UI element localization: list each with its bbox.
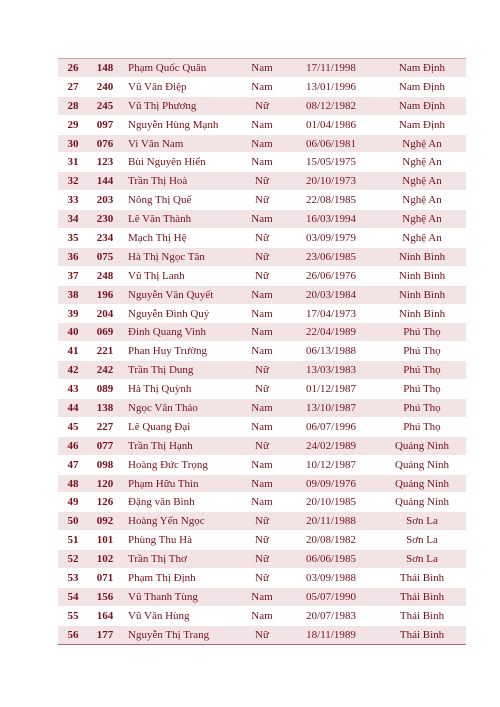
cell-code: 097 xyxy=(96,118,114,131)
cell-gender: Nữ xyxy=(255,515,269,528)
cell-code: 227 xyxy=(96,420,114,433)
cell-full-name: Ngọc Văn Thảo xyxy=(128,401,198,414)
cell-birth-date: 22/08/1985 xyxy=(305,194,357,207)
cell-index: 50 xyxy=(67,515,79,528)
cell-gender: Nữ xyxy=(255,439,269,452)
cell-code: 230 xyxy=(96,213,114,226)
cell-province: Quảng Ninh xyxy=(394,496,450,509)
cell-full-name: Phan Huy Trường xyxy=(128,345,208,358)
cell-birth-date: 26/06/1976 xyxy=(305,269,357,282)
cell-province: Thái Bình xyxy=(399,590,445,603)
cell-gender: Nam xyxy=(251,420,273,433)
table-row xyxy=(58,78,466,97)
cell-index: 46 xyxy=(67,439,79,452)
cell-code: 138 xyxy=(96,401,114,414)
cell-gender: Nữ xyxy=(255,553,269,566)
cell-code: 123 xyxy=(96,156,114,169)
table-row xyxy=(58,286,466,305)
cell-province: Sơn La xyxy=(406,553,438,566)
cell-index: 35 xyxy=(67,231,79,244)
cell-gender: Nam xyxy=(251,288,273,301)
cell-province: Thái Bình xyxy=(399,609,445,622)
cell-birth-date: 06/06/1985 xyxy=(305,553,357,566)
cell-gender: Nam xyxy=(251,496,273,509)
cell-code: 203 xyxy=(96,194,114,207)
table-row xyxy=(58,550,466,569)
table-row xyxy=(58,475,466,494)
table-row xyxy=(58,569,466,588)
cell-full-name: Phạm Hữu Thìn xyxy=(128,477,199,490)
cell-code: 144 xyxy=(96,175,114,188)
cell-full-name: Nguyễn Thị Trang xyxy=(128,628,210,641)
cell-code: 075 xyxy=(96,250,114,263)
cell-province: Quảng Ninh xyxy=(394,477,450,490)
cell-code: 069 xyxy=(96,326,114,339)
cell-full-name: Phạm Quốc Quân xyxy=(128,61,207,74)
cell-code: 221 xyxy=(96,345,114,358)
cell-code: 077 xyxy=(96,439,114,452)
cell-birth-date: 24/02/1989 xyxy=(305,439,357,452)
cell-full-name: Nguyễn Văn Quyết xyxy=(128,288,214,301)
cell-gender: Nam xyxy=(251,156,273,169)
cell-birth-date: 20/11/1988 xyxy=(306,515,356,528)
cell-code: 177 xyxy=(96,628,114,641)
cell-index: 45 xyxy=(67,420,79,433)
cell-index: 49 xyxy=(67,496,79,509)
table-row xyxy=(58,135,466,154)
cell-province: Ninh Bình xyxy=(398,288,446,301)
cell-index: 30 xyxy=(67,137,79,150)
cell-province: Nghệ An xyxy=(402,213,442,226)
cell-code: 076 xyxy=(96,137,114,150)
table-row xyxy=(58,512,466,531)
cell-birth-date: 17/11/1998 xyxy=(306,61,356,74)
cell-full-name: Hoàng Đức Trọng xyxy=(128,458,208,471)
cell-full-name: Hà Thị Quỳnh xyxy=(128,383,192,396)
table-row xyxy=(58,531,466,550)
cell-province: Phú Thọ xyxy=(403,401,441,414)
cell-full-name: Hoàng Yến Ngọc xyxy=(128,515,205,528)
cell-birth-date: 03/09/1988 xyxy=(305,572,357,584)
cell-gender: Nữ xyxy=(255,99,269,112)
cell-code: 242 xyxy=(96,364,114,377)
table-row xyxy=(58,191,466,210)
cell-code: 071 xyxy=(96,572,114,584)
cell-index: 54 xyxy=(67,590,79,603)
cell-gender: Nam xyxy=(251,61,273,74)
table-row xyxy=(58,626,466,645)
cell-full-name: Mạch Thị Hệ xyxy=(128,231,187,244)
cell-province: Nghệ An xyxy=(402,231,442,244)
cell-birth-date: 05/07/1990 xyxy=(305,590,357,603)
cell-full-name: Trần Thị Hoà xyxy=(128,175,188,188)
cell-province: Ninh Bình xyxy=(398,269,446,282)
cell-code: 164 xyxy=(96,609,114,622)
cell-province: Sơn La xyxy=(406,534,438,547)
cell-code: 240 xyxy=(96,80,114,93)
cell-index: 56 xyxy=(67,628,79,641)
cell-code: 245 xyxy=(96,99,114,112)
cell-birth-date: 06/06/1981 xyxy=(305,137,357,150)
cell-birth-date: 13/03/1983 xyxy=(305,364,357,377)
cell-code: 101 xyxy=(96,534,114,547)
cell-birth-date: 09/09/1976 xyxy=(305,477,357,490)
table-row xyxy=(58,456,466,475)
cell-full-name: Nông Thị Quế xyxy=(128,194,192,207)
cell-birth-date: 20/08/1982 xyxy=(305,534,357,547)
cell-province: Thái Bình xyxy=(399,572,445,584)
cell-index: 38 xyxy=(67,288,79,301)
cell-full-name: Trần Thị Hạnh xyxy=(128,439,193,452)
table-row xyxy=(58,323,466,342)
cell-birth-date: 20/10/1985 xyxy=(305,496,357,509)
cell-gender: Nam xyxy=(251,401,273,414)
cell-code: 156 xyxy=(96,590,114,603)
cell-index: 40 xyxy=(67,326,79,339)
cell-gender: Nam xyxy=(251,458,273,471)
cell-gender: Nam xyxy=(251,118,273,131)
cell-index: 29 xyxy=(67,118,79,131)
cell-full-name: Hà Thị Ngọc Tân xyxy=(128,250,205,263)
cell-code: 196 xyxy=(96,288,114,301)
table-row xyxy=(58,153,466,172)
table-row xyxy=(58,172,466,191)
cell-full-name: Lê Văn Thành xyxy=(128,213,192,226)
cell-birth-date: 08/12/1982 xyxy=(305,99,357,112)
table-row xyxy=(58,229,466,248)
table-row xyxy=(58,399,466,418)
cell-province: Phú Thọ xyxy=(403,364,441,377)
cell-province: Nam Định xyxy=(398,80,446,93)
cell-birth-date: 13/01/1996 xyxy=(305,80,357,93)
cell-index: 52 xyxy=(67,553,79,566)
cell-index: 36 xyxy=(67,250,79,263)
cell-full-name: Vũ Văn Hùng xyxy=(128,609,190,622)
cell-index: 34 xyxy=(67,213,79,226)
cell-birth-date: 20/07/1983 xyxy=(305,609,357,622)
cell-index: 31 xyxy=(67,156,79,169)
cell-gender: Nam xyxy=(251,137,273,150)
cell-index: 26 xyxy=(67,61,79,74)
roster-table xyxy=(58,58,466,645)
cell-index: 48 xyxy=(67,477,79,490)
cell-full-name: Vũ Văn Điệp xyxy=(128,80,187,93)
cell-province: Sơn La xyxy=(406,515,438,528)
cell-index: 43 xyxy=(67,383,79,396)
cell-index: 55 xyxy=(67,609,79,622)
cell-full-name: Đặng văn Bình xyxy=(128,496,195,509)
cell-province: Phú Thọ xyxy=(403,345,441,358)
cell-full-name: Nguyễn Đình Quý xyxy=(128,307,210,320)
cell-gender: Nữ xyxy=(255,383,269,396)
cell-index: 51 xyxy=(67,534,79,547)
table-row xyxy=(58,380,466,399)
cell-birth-date: 01/04/1986 xyxy=(305,118,357,131)
cell-gender: Nữ xyxy=(255,364,269,377)
cell-birth-date: 06/13/1988 xyxy=(305,345,357,358)
cell-birth-date: 01/12/1987 xyxy=(305,383,357,396)
cell-full-name: Trần Thị Thơ xyxy=(128,553,187,566)
cell-code: 234 xyxy=(96,231,114,244)
cell-gender: Nam xyxy=(251,326,273,339)
cell-gender: Nữ xyxy=(255,231,269,244)
cell-birth-date: 18/11/1989 xyxy=(306,628,356,641)
cell-full-name: Vi Văn Nam xyxy=(128,137,184,150)
cell-gender: Nam xyxy=(251,213,273,226)
cell-full-name: Phùng Thu Hà xyxy=(128,534,192,547)
table-row xyxy=(58,116,466,135)
cell-birth-date: 22/04/1989 xyxy=(305,326,357,339)
cell-province: Phú Thọ xyxy=(403,326,441,339)
cell-gender: Nữ xyxy=(255,572,269,584)
cell-gender: Nữ xyxy=(255,628,269,641)
cell-birth-date: 03/09/1979 xyxy=(305,231,357,244)
cell-province: Phú Thọ xyxy=(403,383,441,396)
cell-full-name: Lê Quang Đại xyxy=(128,420,191,433)
cell-birth-date: 20/03/1984 xyxy=(305,288,357,301)
cell-index: 47 xyxy=(67,458,79,471)
table-row xyxy=(58,210,466,229)
cell-index: 33 xyxy=(67,194,79,207)
cell-code: 092 xyxy=(96,515,114,528)
cell-code: 126 xyxy=(96,496,114,509)
cell-province: Nam Định xyxy=(398,99,446,112)
cell-province: Nghệ An xyxy=(402,194,442,207)
cell-full-name: Vũ Thị Lanh xyxy=(128,269,185,282)
cell-code: 089 xyxy=(96,383,114,396)
cell-index: 27 xyxy=(67,80,79,93)
cell-code: 148 xyxy=(96,61,114,74)
cell-code: 204 xyxy=(96,307,114,320)
cell-gender: Nữ xyxy=(255,250,269,263)
cell-full-name: Nguyễn Hùng Mạnh xyxy=(128,118,219,131)
cell-province: Ninh Bình xyxy=(398,307,446,320)
table-row xyxy=(58,607,466,626)
table-row xyxy=(58,361,466,380)
cell-gender: Nữ xyxy=(255,194,269,207)
table-row xyxy=(58,305,466,324)
cell-code: 098 xyxy=(96,458,114,471)
cell-gender: Nam xyxy=(251,345,273,358)
cell-gender: Nữ xyxy=(255,269,269,282)
cell-full-name: Đinh Quang Vinh xyxy=(128,326,206,339)
cell-code: 248 xyxy=(96,269,114,282)
cell-birth-date: 13/10/1987 xyxy=(305,401,357,414)
cell-full-name: Phạm Thị Định xyxy=(128,572,196,584)
cell-birth-date: 17/04/1973 xyxy=(305,307,357,320)
table-row xyxy=(58,493,466,512)
cell-province: Nam Định xyxy=(398,118,446,131)
cell-gender: Nam xyxy=(251,609,273,622)
cell-index: 28 xyxy=(67,99,79,112)
cell-index: 32 xyxy=(67,175,79,188)
cell-index: 44 xyxy=(67,401,79,414)
cell-code: 120 xyxy=(96,477,114,490)
table-row xyxy=(58,342,466,361)
table-row xyxy=(58,97,466,116)
table-row xyxy=(58,267,466,286)
cell-code: 102 xyxy=(96,553,114,566)
cell-full-name: Vũ Thanh Tùng xyxy=(128,590,198,603)
cell-province: Nghệ An xyxy=(402,156,442,169)
table-row xyxy=(58,418,466,437)
table-row xyxy=(58,588,466,607)
cell-birth-date: 16/03/1994 xyxy=(305,213,357,226)
cell-gender: Nam xyxy=(251,307,273,320)
cell-full-name: Bùi Nguyên Hiển xyxy=(128,156,206,169)
table-row xyxy=(58,59,466,78)
cell-birth-date: 23/06/1985 xyxy=(305,250,357,263)
cell-birth-date: 15/05/1975 xyxy=(305,156,357,169)
cell-birth-date: 06/07/1996 xyxy=(305,420,357,433)
cell-full-name: Vũ Thị Phương xyxy=(128,99,197,112)
cell-gender: Nam xyxy=(251,477,273,490)
cell-birth-date: 10/12/1987 xyxy=(305,458,357,471)
table-row xyxy=(58,248,466,267)
cell-province: Ninh Bình xyxy=(398,250,446,263)
cell-province: Quảng Ninh xyxy=(394,458,450,471)
cell-province: Quảng Ninh xyxy=(394,439,450,452)
table-row xyxy=(58,437,466,456)
cell-index: 41 xyxy=(67,345,79,358)
cell-gender: Nam xyxy=(251,80,273,93)
cell-province: Nghệ An xyxy=(402,175,442,188)
cell-gender: Nữ xyxy=(255,534,269,547)
cell-province: Thái Bình xyxy=(399,628,445,641)
cell-index: 37 xyxy=(67,269,79,282)
cell-index: 39 xyxy=(67,307,79,320)
cell-province: Nam Định xyxy=(398,61,446,74)
cell-gender: Nam xyxy=(251,590,273,603)
cell-index: 53 xyxy=(67,572,79,584)
cell-index: 42 xyxy=(67,364,79,377)
cell-full-name: Trần Thị Dung xyxy=(128,364,194,377)
cell-birth-date: 20/10/1973 xyxy=(305,175,357,188)
cell-province: Nghệ An xyxy=(402,137,442,150)
cell-gender: Nữ xyxy=(255,175,269,188)
cell-province: Phú Thọ xyxy=(403,420,441,433)
